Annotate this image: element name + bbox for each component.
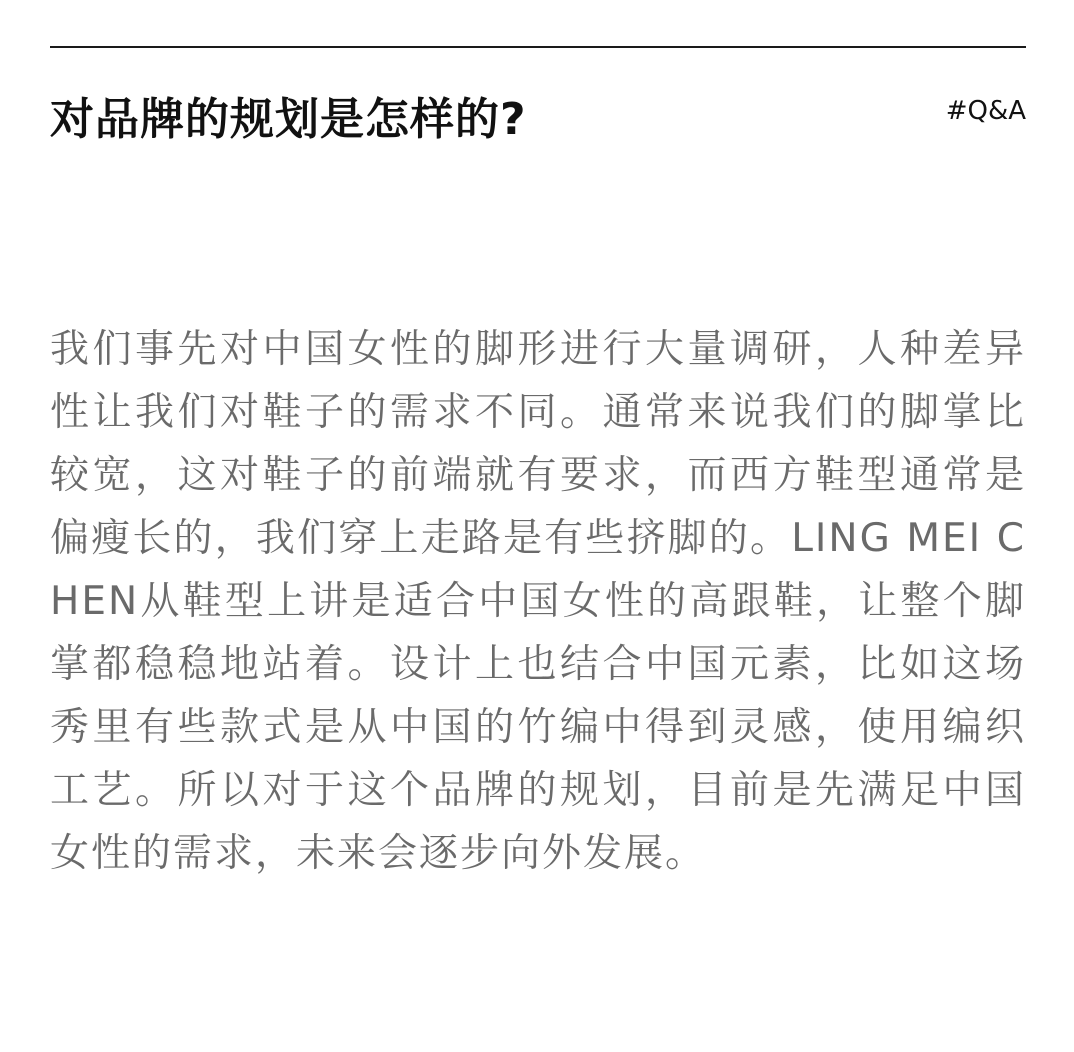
question-title: 对品牌的规划是怎样的? (50, 94, 527, 145)
qa-tag: #Q&A (945, 96, 1026, 126)
answer-paragraph: 我们事先对中国女性的脚形进行大量调研，人种差异性让我们对鞋子的需求不同。通常来说我们的脚掌比较宽，这对鞋子的前端就有要求，而西方鞋型通常是偏瘦长的，我们穿上走路是有些挤脚的。LING MEI CHEN从鞋型上讲是适合中国女性的高跟鞋，让整个脚掌都稳稳地站着。设计上也结合中国元素，比如这场秀里有些款式是从中国的竹编中得到灵感，使用编织工艺。所以对于这个品牌的规划，目前是先满足中国女性的需求，未来会逐步向外发展。 (50, 327, 1026, 876)
question-header (50, 90, 1026, 160)
top-divider (50, 46, 1026, 48)
